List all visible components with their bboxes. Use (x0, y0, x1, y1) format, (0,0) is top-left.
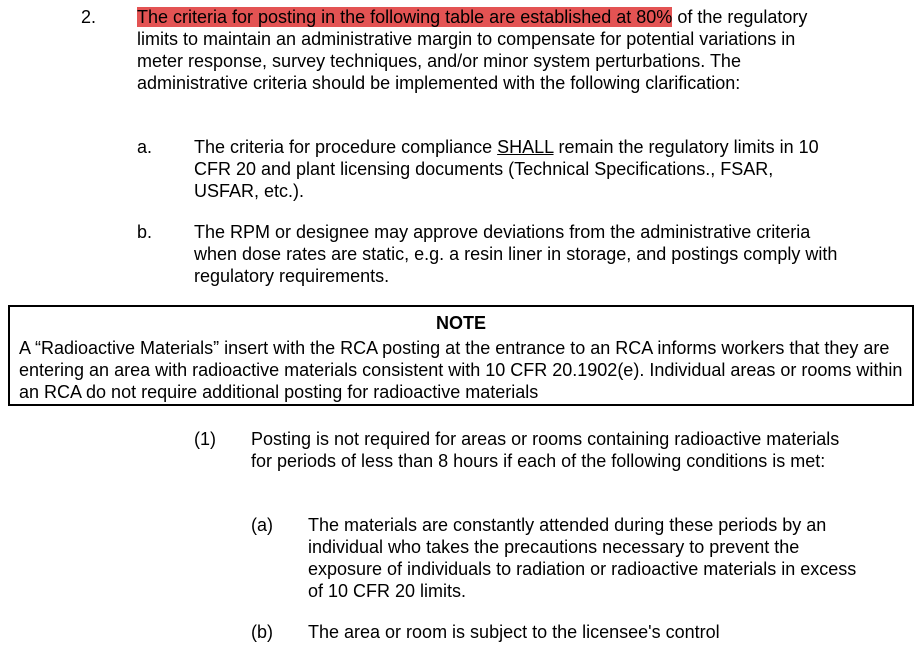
item-2-number: 2. (81, 7, 97, 27)
item-1b-label: (b) (251, 622, 273, 642)
sub-item-a-text-after: remain the regulatory limits in 10 CFR 20 and plant licensing documents (Technical Specifications., FSAR, USFAR, etc.). (194, 137, 819, 201)
sub-item-b-text: The RPM or designee may approve deviations from the administrative criteria when dose rates are static, e.g. a resin liner in storage, and postings comply with regulatory requirements. (194, 222, 838, 286)
item-1b-text: The area or room is subject to the licensee's control (308, 622, 720, 642)
item-1-label: (1) (194, 429, 216, 449)
item-1a-label: (a) (251, 515, 273, 535)
sub-item-a-text-before: The criteria for procedure compliance (194, 137, 498, 157)
sub-item-a-label: a. (137, 137, 153, 157)
highlighted-text: The criteria for posting in the following table are established at 80% (137, 7, 673, 27)
item-2-rest-text: of the regulatory limits to maintain an administrative margin to compensate for potential variations in meter response, survey techniques, and/or minor system perturbations. The administrative criteria should be implemented with the following clarification: (137, 7, 808, 93)
note-text: A “Radioactive Materials” insert with the RCA posting at the entrance to an RCA informs workers that they are entering an area with radioactive materials consistent with 10 CFR 20.1902(e). Individual areas or rooms within an RCA do not require additional posting for radioactive materials (19, 338, 903, 402)
item-1-text: Posting is not required for areas or rooms containing radioactive materials for periods of less than 8 hours if each of the following conditions is met: (251, 429, 840, 471)
shall-emphasis: SHALL (497, 137, 554, 157)
sub-item-b-label: b. (137, 222, 153, 242)
item-1a-text: The materials are constantly attended during these periods by an individual who takes the precautions necessary to prevent the exposure of individuals to radiation or radioactive materials in excess of 10 CFR 20 limits. (308, 515, 857, 601)
item-2-paragraph (137, 6, 837, 94)
note-box (8, 305, 914, 406)
note-title: NOTE (435, 313, 486, 333)
sub-item-a-text (194, 136, 834, 202)
